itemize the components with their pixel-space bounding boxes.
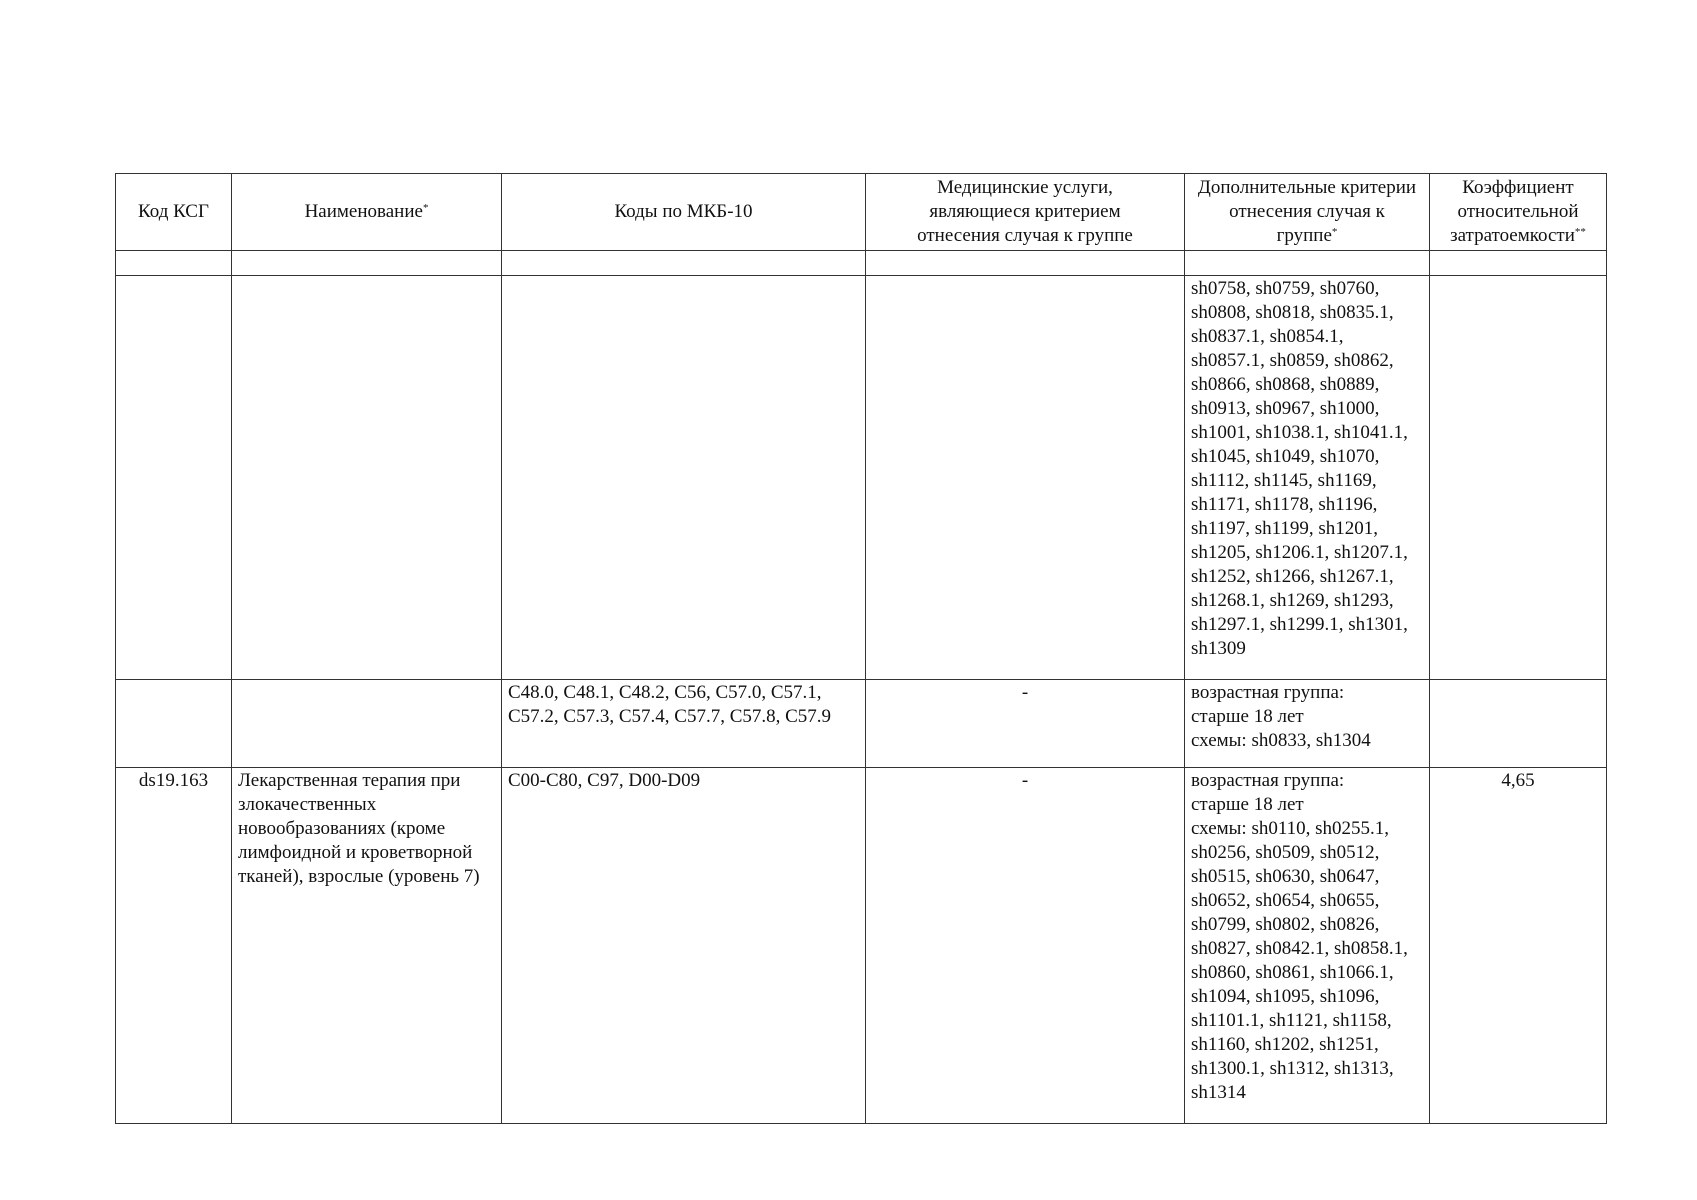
footnote-mark: * bbox=[1331, 226, 1338, 238]
cell-medical-services: - bbox=[866, 680, 1185, 768]
cell-extra-criteria: sh0758, sh0759, sh0760, sh0808, sh0818, sh0835.1, sh0837.1, sh0854.1, sh0857.1, sh0859, sh0862, sh0866, sh0868, sh0889, sh0913, sh0967, sh1000, sh1001, sh1038.1, sh1041.1, sh1045, sh1049, sh1070, sh1112, sh1145, sh1169, sh1171, sh1178, sh1196, sh1197, sh1199, sh1201, sh1205, sh1206.1, sh1207.1, sh1252, sh1266, sh1267.1, sh1268.1, sh1269, sh1293, sh1297.1, sh1299.1, sh1301, sh1309 bbox=[1185, 276, 1430, 680]
header-coefficient: Коэффициент относительной затратоемкости** bbox=[1430, 174, 1607, 251]
cell-mkb-codes bbox=[502, 276, 866, 680]
cell-coefficient: 4,65 bbox=[1430, 768, 1607, 1124]
cell-extra-criteria: возрастная группа: старше 18 лет схемы: sh0110, sh0255.1, sh0256, sh0509, sh0512, sh0515, sh0630, sh0647, sh0652, sh0654, sh0655, sh0799, sh0802, sh0826, sh0827, sh0842.1, sh0858.1, sh0860, sh0861, sh1066.1, sh1094, sh1095, sh1096, sh1101.1, sh1121, sh1158, sh1160, sh1202, sh1251, sh1300.1, sh1312, sh1313, sh1314 bbox=[1185, 768, 1430, 1124]
cell-name: Лекарственная терапия при злокачественных новообразованиях (кроме лимфоидной и кроветворной тканей), взрослые (уровень 7) bbox=[232, 768, 502, 1124]
cell-coefficient bbox=[1430, 276, 1607, 680]
table-row bbox=[116, 680, 1607, 768]
header-code: Код КСГ bbox=[116, 174, 232, 251]
cell-extra-criteria: возрастная группа: старше 18 лет схемы: sh0833, sh1304 bbox=[1185, 680, 1430, 768]
header-name: Наименование* bbox=[232, 174, 502, 251]
cell-code: ds19.163 bbox=[116, 768, 232, 1124]
cell-coefficient bbox=[1430, 680, 1607, 768]
cell-code bbox=[116, 680, 232, 768]
footnote-mark: ** bbox=[1574, 226, 1586, 238]
cell-name bbox=[232, 276, 502, 680]
header-extra-criteria: Дополнительные критерии отнесения случая к группе* bbox=[1185, 174, 1430, 251]
cell-code bbox=[116, 276, 232, 680]
cell-medical-services bbox=[866, 276, 1185, 680]
cell-medical-services: - bbox=[866, 768, 1185, 1124]
footnote-mark: * bbox=[422, 202, 429, 214]
table-spacer-row bbox=[116, 251, 1607, 276]
header-medical-services: Медицинские услуги, являющиеся критерием отнесения случая к группе bbox=[866, 174, 1185, 251]
table-header-row bbox=[116, 174, 1607, 251]
table-row bbox=[116, 276, 1607, 680]
header-mkb-codes: Коды по МКБ-10 bbox=[502, 174, 866, 251]
ksg-table bbox=[115, 173, 1607, 1124]
cell-mkb-codes: C48.0, C48.1, C48.2, C56, C57.0, C57.1, C57.2, C57.3, C57.4, C57.7, C57.8, C57.9 bbox=[502, 680, 866, 768]
cell-name bbox=[232, 680, 502, 768]
cell-mkb-codes: C00-C80, C97, D00-D09 bbox=[502, 768, 866, 1124]
table-row bbox=[116, 768, 1607, 1124]
